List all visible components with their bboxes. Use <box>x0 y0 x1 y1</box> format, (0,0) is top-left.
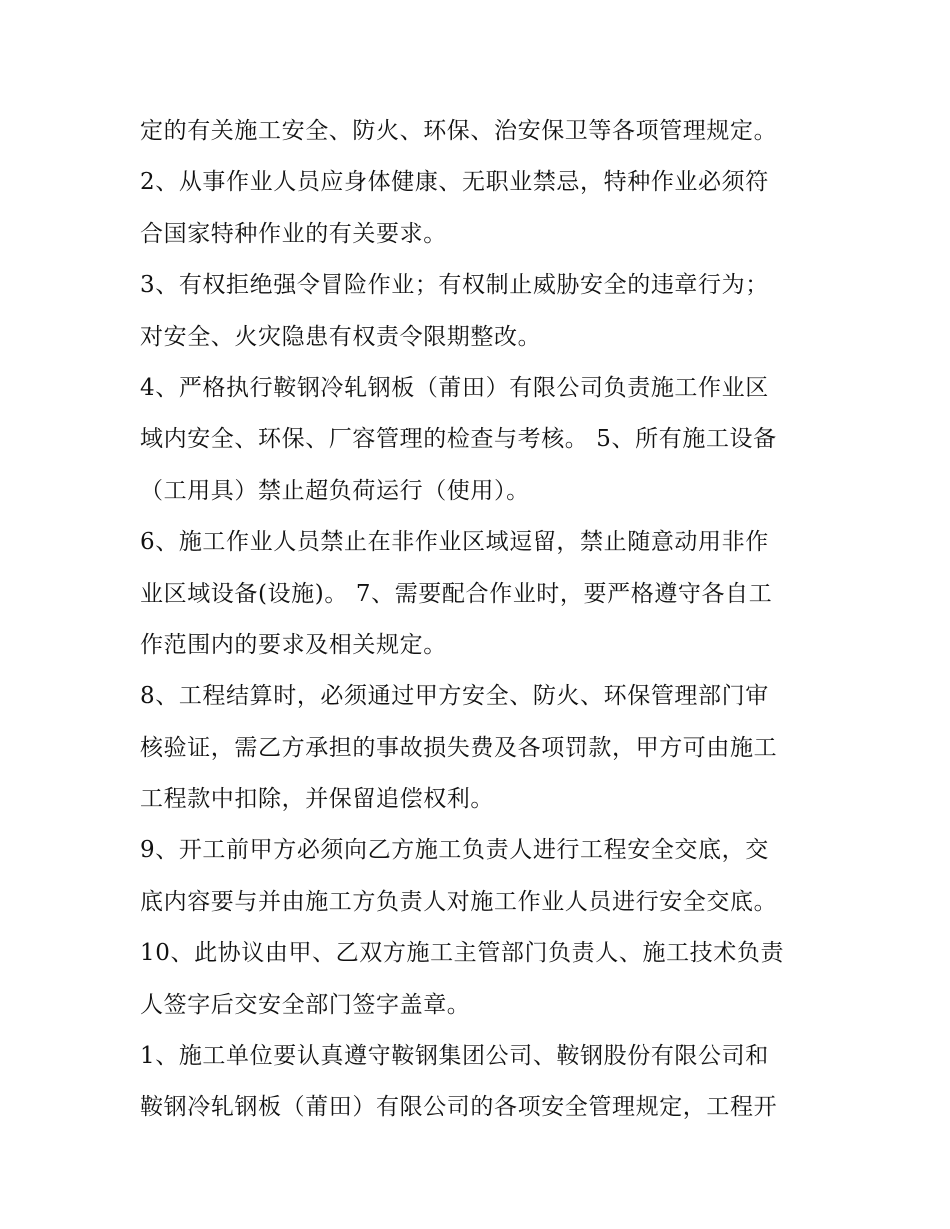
text-line: 3、有权拒绝强令冒险作业；有权制止威胁安全的违章行为； <box>140 272 769 299</box>
text-line: 工程款中扣除，并保留追偿权利。 <box>140 786 494 813</box>
text-line: 6、施工作业人员禁止在非作业区域逗留，禁止随意动用非作 <box>140 529 769 556</box>
text-line: 定的有关施工安全、防火、环保、治安保卫等各项管理规定。 <box>140 118 778 144</box>
text-line: 业区域设备(设施)。 7、需要配合作业时，要严格遵守各自工 <box>140 580 773 607</box>
text-line: （工用具）禁止超负荷运行（使用）。 <box>140 477 530 504</box>
text-line: 域内安全、环保、厂容管理的检查与考核。 5、所有施工设备 <box>140 426 777 453</box>
text-line: 1、施工单位要认真遵守鞍钢集团公司、鞍钢股份有限公司和 <box>140 1043 769 1070</box>
text-line: 合国家特种作业的有关要求。 <box>140 220 447 247</box>
text-line: 2、从事作业人员应身体健康、无职业禁忌，特种作业必须符 <box>140 169 769 196</box>
text-line: 底内容要与并由施工方负责人对施工作业人员进行安全交底。 <box>140 888 778 915</box>
text-line: 9、开工前甲方必须向乙方施工负责人进行工程安全交底，交 <box>140 837 769 864</box>
text-line: 对安全、火灾隐患有权责令限期整改。 <box>140 323 542 350</box>
text-line: 人签字后交安全部门签字盖章。 <box>140 991 471 1018</box>
text-line: 8、工程结算时，必须通过甲方安全、防火、环保管理部门审 <box>140 683 769 710</box>
text-line: 核验证，需乙方承担的事故损失费及各项罚款，甲方可由施工 <box>140 734 778 761</box>
text-line: 4、严格执行鞍钢冷轧钢板（莆田）有限公司负责施工作业区 <box>140 374 769 401</box>
text-line: 鞍钢冷轧钢板（莆田）有限公司的各项安全管理规定，工程开 <box>140 1094 778 1121</box>
document-body <box>140 106 820 1134</box>
text-line: 10、此协议由甲、乙双方施工主管部门负责人、施工技术负责 <box>140 940 785 967</box>
text-line: 作范围内的要求及相关规定。 <box>140 631 447 658</box>
